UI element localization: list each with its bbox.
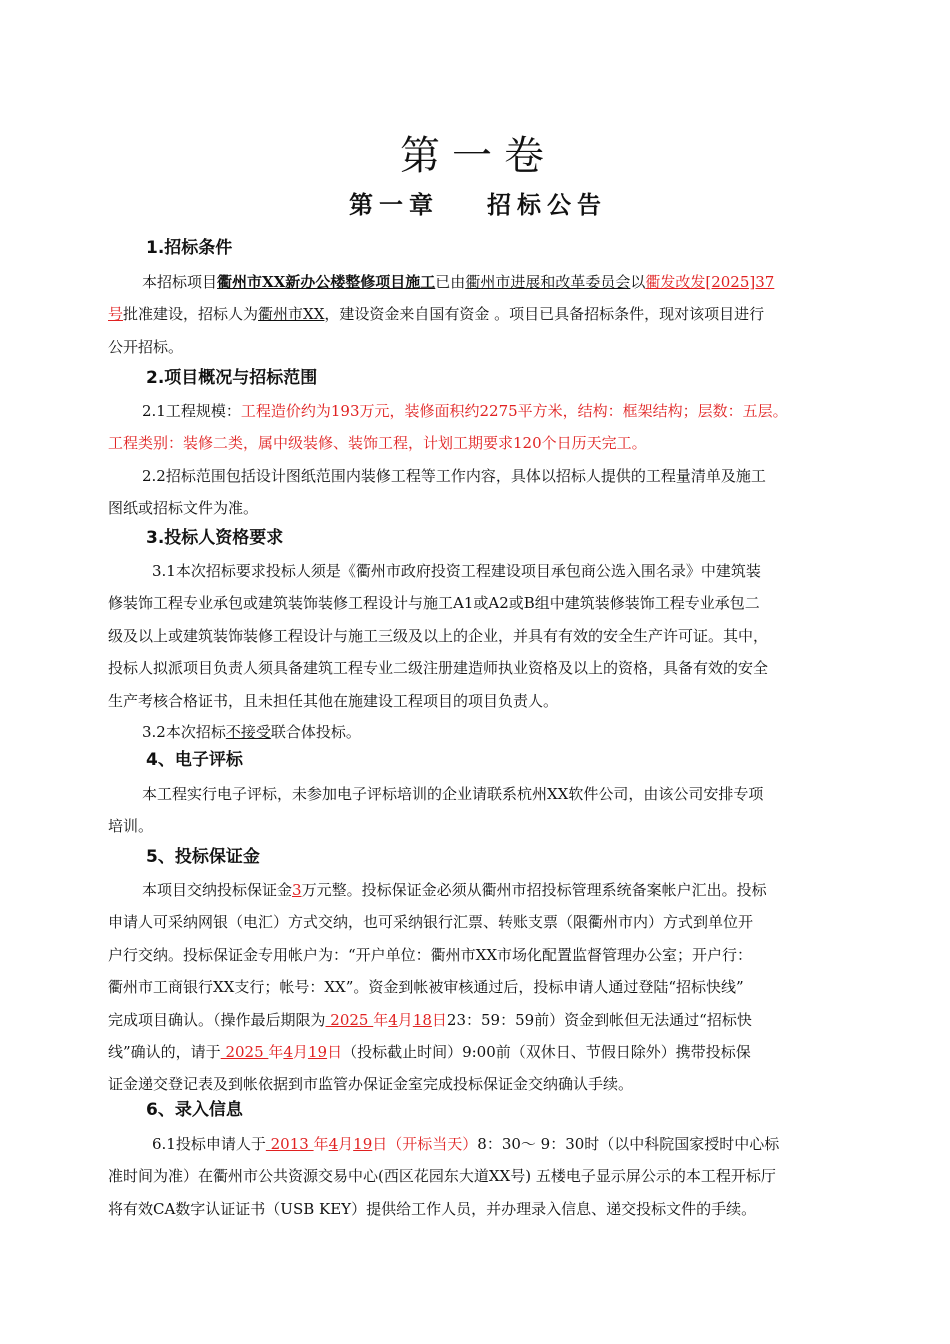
section-heading-1: 1.招标条件: [146, 238, 233, 258]
section-3-paragraph-1: 3.1本次招标要求投标人须是《衢州市政府投资工程建设项目承包商公选入围名录》中建筑装 修装饰工程专业承包或建筑装饰装修工程设计与施工A1或A2或B组中建筑装修装饰工程专业承包二 级及以上或建筑装饰装修工程设计与施工三级及以上的企业，并具有有效的安全生产许可证。其中， 投标人拟派项目负责人须具备建筑工程专业二级注册建造师执业资格及以上的资格，具备有效的安全 生产考核合格证书，且未担任其他在施建设工程项目的项目负责人。: [108, 562, 769, 710]
entry-year: 2013: [265, 1135, 314, 1153]
approval-authority: 衢州市进展和改革委员会: [465, 273, 631, 291]
section-heading-4: 4、电子评标: [146, 750, 243, 770]
section-heading-2: 2.项目概况与招标范围: [146, 368, 318, 388]
tenderer-name: 衢州市XX: [258, 305, 325, 324]
section-1-paragraph: 本招标项目衢州市XX新办公楼整修项目施工已由衢州市进展和改革委员会以衢发改发[2025]37 号批准建设，招标人为衢州市XX，建设资金来自国有资金 。项目已具备招标条件，现对该项目进行 公开招标。: [108, 273, 775, 356]
project-category: 工程类别：装修二类，属中级装修、装饰工程，计划工期要求120个日历天完工。: [108, 434, 647, 453]
chapter-name: 招标公告: [487, 191, 607, 219]
section-6-paragraph: 6.1投标申请人于 2013 年4月19日（开标当天）8：30～ 9：30时（以中科院国家授时中心标 准时间为准）在衢州市公共资源交易中心(西区花园东大道XX号) 五楼电子显示屏公示的本工程开标厅 将有效CA数字认证证书（USB KEY）提供给工作人员，并办理录入信息、递交投标文件的手续。: [108, 1135, 780, 1218]
project-name: 衢州市XX新办公楼整修项目施工: [217, 273, 436, 291]
volume-title: 第一卷: [400, 133, 556, 179]
section-heading-3: 3.投标人资格要求: [146, 528, 284, 548]
project-scale: 工程造价约为193万元，装修面积约2275平方米，结构：框架结构；层数：五层。: [240, 402, 788, 420]
section-heading-5: 5、投标保证金: [146, 847, 260, 867]
chapter-number: 第一章: [349, 191, 439, 219]
section-4-paragraph: 本工程实行电子评标，未参加电子评标培训的企业请联系杭州XX软件公司，由该公司安排专项 培训。: [108, 785, 764, 836]
section-heading-6: 6、录入信息: [146, 1100, 243, 1120]
submission-year: 2025: [220, 1043, 269, 1062]
deadline-year: 2025: [325, 1010, 374, 1029]
deposit-amount: 3: [292, 881, 302, 899]
approval-doc-number: 衢发改发[2025]37: [645, 273, 775, 291]
section-3-paragraph-2: 3.2本次招标不接受联合体投标。: [142, 723, 361, 741]
joint-bid-status: 不接受: [225, 723, 271, 741]
section-2-paragraph-2: 2.2招标范围包括设计图纸范围内装修工程等工作内容，具体以招标人提供的工程量清单及施工 图纸或招标文件为准。: [108, 467, 766, 518]
chapter-title: [108, 187, 848, 223]
section-5-paragraph: 本项目交纳投标保证金3万元整。投标保证金必须从衢州市招投标管理系统备案帐户汇出。投标 申请人可采纳网银（电汇）方式交纳，也可采纳银行汇票、转账支票（限衢州市内）方式到单位开 户行交纳。投标保证金专用帐户为：“开户单位：衢州市XX市场化配置监督管理办公室；开户行： 衢州市工商银行XX支行；帐号：XX”。资金到帐被审核通过后，投标申请人通过登陆“招标快线” 完成项目确认。（操作最后期限为 2025 年4月18日23：59：59前）资金到帐但无法通过“招标快 线”确认的，请于 2025 年4月19日（投标截止时间）9:00前（双休日、节假日除外）携带投标保 证金递交登记表及到帐依据到市监管办保证金室完成投标保证金交纳确认手续。: [108, 881, 767, 1094]
section-2-paragraph-1: 2.1工程规模：工程造价约为193万元，装修面积约2275平方米，结构：框架结构；层数：五层。 工程类别：装修二类，属中级装修、装饰工程，计划工期要求120个日历天完工。: [108, 395, 848, 460]
